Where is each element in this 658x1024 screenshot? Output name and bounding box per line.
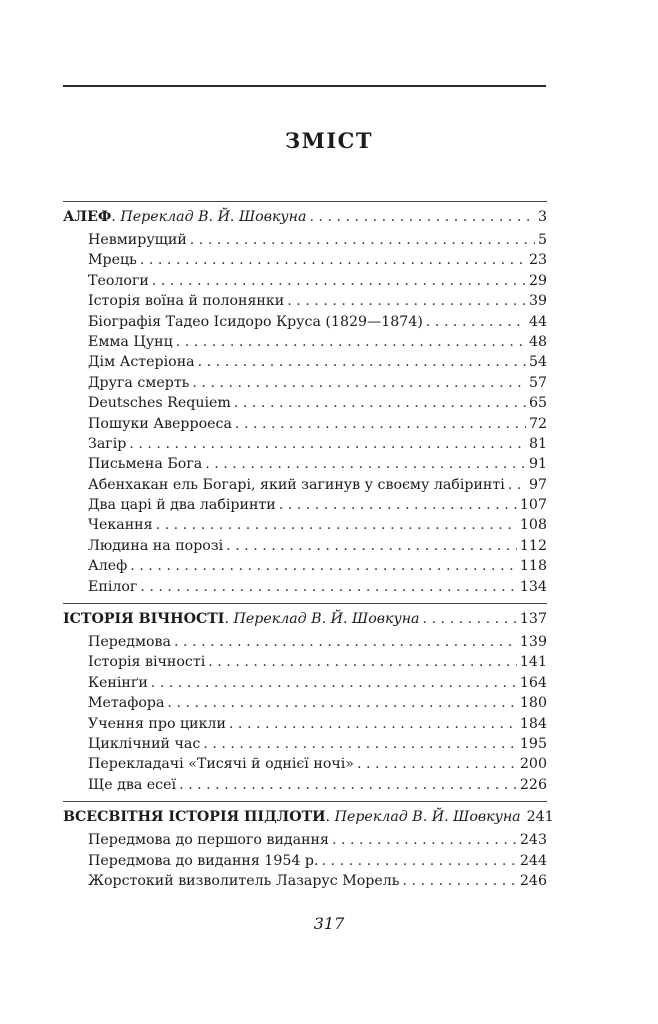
dot-leader	[174, 632, 517, 652]
dot-leader	[332, 830, 517, 850]
toc-entry-page-number: 65	[528, 395, 547, 412]
dot-leader	[190, 230, 535, 250]
dot-leader	[208, 652, 517, 672]
toc-entry-page-number: 108	[519, 517, 547, 534]
toc-entry[interactable]	[63, 515, 547, 535]
page-number: 317	[313, 914, 345, 933]
toc-entry-title: Передмова	[88, 634, 172, 651]
toc-entry[interactable]	[63, 434, 547, 454]
toc-entry-title: Пошуки Аверроеса	[88, 415, 232, 432]
dot-leader	[205, 454, 526, 474]
toc-entry[interactable]	[63, 871, 547, 891]
toc-entry-title: Передмова до першого видання	[88, 832, 329, 849]
toc-entry-page-number: 48	[528, 333, 547, 350]
toc-section-heading-row[interactable]	[63, 608, 547, 630]
dot-leader	[309, 206, 535, 228]
toc-entry[interactable]	[63, 577, 547, 597]
toc-entry[interactable]	[63, 414, 547, 434]
dot-leader	[426, 312, 526, 332]
toc-entry-title: Абенхакан ель Богарі, який загинув у своєму лабіринті	[88, 476, 505, 493]
toc-entry-title: Людина на порозі	[88, 537, 224, 554]
dot-leader	[508, 475, 526, 495]
section-page-number: 241	[526, 809, 554, 826]
toc-entry[interactable]	[63, 714, 547, 734]
dot-leader	[198, 352, 526, 372]
toc-entry-page-number: 97	[528, 476, 547, 493]
toc-entry-page-number: 180	[519, 695, 547, 712]
dot-leader	[226, 536, 517, 556]
toc-entry-title: Історія воїна й полонянки	[88, 293, 285, 310]
toc-entry-page-number: 112	[519, 537, 547, 554]
dot-leader	[203, 734, 517, 754]
toc-entry[interactable]	[63, 373, 547, 393]
toc-entry-title: Дім Астеріона	[88, 354, 195, 371]
toc-entry-page-number: 195	[519, 735, 547, 752]
dot-leader	[152, 271, 526, 291]
toc-entry-title: Передмова до видання 1954 р.	[88, 852, 319, 869]
toc-entry[interactable]	[63, 754, 547, 774]
dot-leader	[279, 495, 517, 515]
toc-entry-page-number: 184	[519, 715, 547, 732]
dot-leader	[322, 851, 517, 871]
toc-entry-page-number: 118	[519, 558, 547, 575]
toc-entry[interactable]	[63, 851, 547, 871]
toc-entry-title: Ще два есеї	[88, 776, 177, 793]
toc-entry-page-number: 139	[519, 634, 547, 651]
dot-leader	[192, 373, 526, 393]
toc-entry-page-number: 107	[519, 497, 547, 514]
toc-entry[interactable]	[63, 312, 547, 332]
toc-entry[interactable]	[63, 652, 547, 672]
section-translator: Переклад В. Й. Шовкуна	[334, 809, 521, 826]
top-rule	[63, 85, 546, 87]
section-translator: Переклад В. Й. Шовкуна	[233, 611, 420, 628]
toc-entry[interactable]	[63, 673, 547, 693]
toc-entry-page-number: 141	[519, 654, 547, 671]
dot-leader	[176, 332, 526, 352]
toc-entry-page-number: 226	[519, 776, 547, 793]
toc-entry-title: Письмена Бога	[88, 456, 203, 473]
toc-entry-page-number: 91	[528, 456, 547, 473]
toc-entry-title: Емма Цунц	[88, 333, 173, 350]
toc-entry-title: Deutsches Requiem	[88, 395, 231, 412]
section-heading-separator: .	[325, 809, 335, 826]
dot-leader	[234, 393, 526, 413]
toc-entry-page-number: 5	[537, 232, 547, 248]
page-title: ЗМІСТ	[284, 128, 374, 153]
toc-entry-page-number: 244	[519, 852, 547, 869]
dot-leader	[140, 250, 526, 270]
toc-entry-page-number: 23	[528, 252, 547, 269]
dot-leader	[129, 434, 526, 454]
dot-leader	[229, 714, 517, 734]
table-of-contents	[63, 201, 554, 891]
toc-entry[interactable]	[63, 536, 547, 556]
dot-leader	[151, 673, 517, 693]
section-heading-separator: .	[111, 209, 121, 225]
toc-entry-page-number: 200	[519, 756, 547, 773]
toc-entry[interactable]	[63, 556, 547, 576]
toc-entry-title: Кенінґи	[88, 674, 148, 691]
dot-leader	[403, 871, 517, 891]
toc-entry-page-number: 164	[519, 674, 547, 691]
toc-entry[interactable]	[63, 775, 547, 795]
toc-entry-title: Метафора	[88, 695, 165, 712]
section-heading-separator: .	[224, 611, 234, 628]
toc-entry[interactable]	[63, 332, 547, 352]
dot-leader	[156, 515, 517, 535]
dot-leader	[235, 414, 526, 434]
toc-section	[63, 603, 547, 795]
toc-entry[interactable]	[63, 693, 547, 713]
toc-entry-title: Теологи	[88, 272, 149, 289]
toc-entry-page-number: 81	[528, 435, 547, 452]
toc-section	[63, 801, 554, 891]
toc-entry-title: Чекання	[88, 517, 153, 534]
section-heading: ІСТОРІЯ ВІЧНОСТІ	[63, 611, 225, 628]
dot-leader	[179, 775, 517, 795]
toc-entry-title: Епілог	[88, 578, 138, 595]
toc-entry-title: Два царі й два лабіринти	[88, 497, 276, 514]
toc-entry-title: Учення про цикли	[88, 715, 226, 732]
toc-entry[interactable]	[63, 352, 547, 372]
section-heading: АЛЕФ	[63, 209, 112, 225]
section-heading: ВСЕСВІТНЯ ІСТОРІЯ ПІДЛОТИ	[63, 809, 326, 826]
toc-section-heading-row[interactable]	[63, 806, 554, 828]
toc-section-heading-text	[63, 806, 521, 828]
toc-entry-page-number: 243	[519, 832, 547, 849]
toc-entry-title: Друга смерть	[88, 374, 190, 391]
toc-section-heading-row[interactable]	[63, 206, 547, 228]
toc-entry-page-number: 44	[528, 313, 547, 330]
toc-section-heading-text	[63, 206, 306, 228]
toc-entry[interactable]	[63, 830, 547, 850]
toc-entry-title: Мрець	[88, 252, 137, 269]
toc-entry-title: Алеф	[88, 558, 128, 575]
toc-entry-page-number: 134	[519, 578, 547, 595]
toc-entry[interactable]	[63, 454, 547, 474]
toc-section-heading-text	[63, 608, 420, 630]
toc-entry[interactable]	[63, 271, 547, 291]
toc-entry-page-number: 39	[528, 293, 547, 310]
toc-entry-title: Перекладачі «Тисячі й однієї ночі»	[88, 756, 354, 773]
section-page-number: 3	[537, 209, 547, 225]
toc-section	[63, 201, 547, 597]
dot-leader	[140, 577, 517, 597]
dot-leader	[287, 291, 526, 311]
toc-entry[interactable]	[63, 475, 547, 495]
toc-entry-title: Історія вічності	[88, 654, 206, 671]
toc-entry-page-number: 72	[528, 415, 547, 432]
dot-leader	[357, 754, 517, 774]
toc-entry-page-number: 57	[528, 374, 547, 391]
toc-entry-page-number: 54	[528, 354, 547, 371]
toc-entry-title: Жорстокий визволитель Лазарус Морель	[88, 872, 400, 889]
section-translator: Переклад В. Й. Шовкуна	[120, 209, 307, 225]
toc-entry[interactable]	[63, 632, 547, 652]
toc-entry[interactable]	[63, 495, 547, 515]
dot-leader	[423, 608, 517, 630]
toc-entry-page-number: 246	[519, 872, 547, 889]
dot-leader	[167, 693, 516, 713]
toc-entry[interactable]	[63, 250, 547, 270]
toc-entry-title: Невмирущий	[88, 232, 187, 248]
toc-entry-page-number: 29	[528, 272, 547, 289]
toc-entry[interactable]	[63, 734, 547, 754]
toc-entry[interactable]	[63, 393, 547, 413]
toc-entry-title: Біографія Тадео Ісидоро Круса (1829—1874)	[88, 313, 423, 330]
section-page-number: 137	[519, 611, 547, 628]
toc-entry-title: Циклічний час	[88, 735, 201, 752]
toc-entry-title: Загір	[88, 435, 127, 452]
toc-entry[interactable]	[63, 291, 547, 311]
dot-leader	[130, 556, 517, 576]
toc-entry[interactable]	[63, 230, 547, 250]
